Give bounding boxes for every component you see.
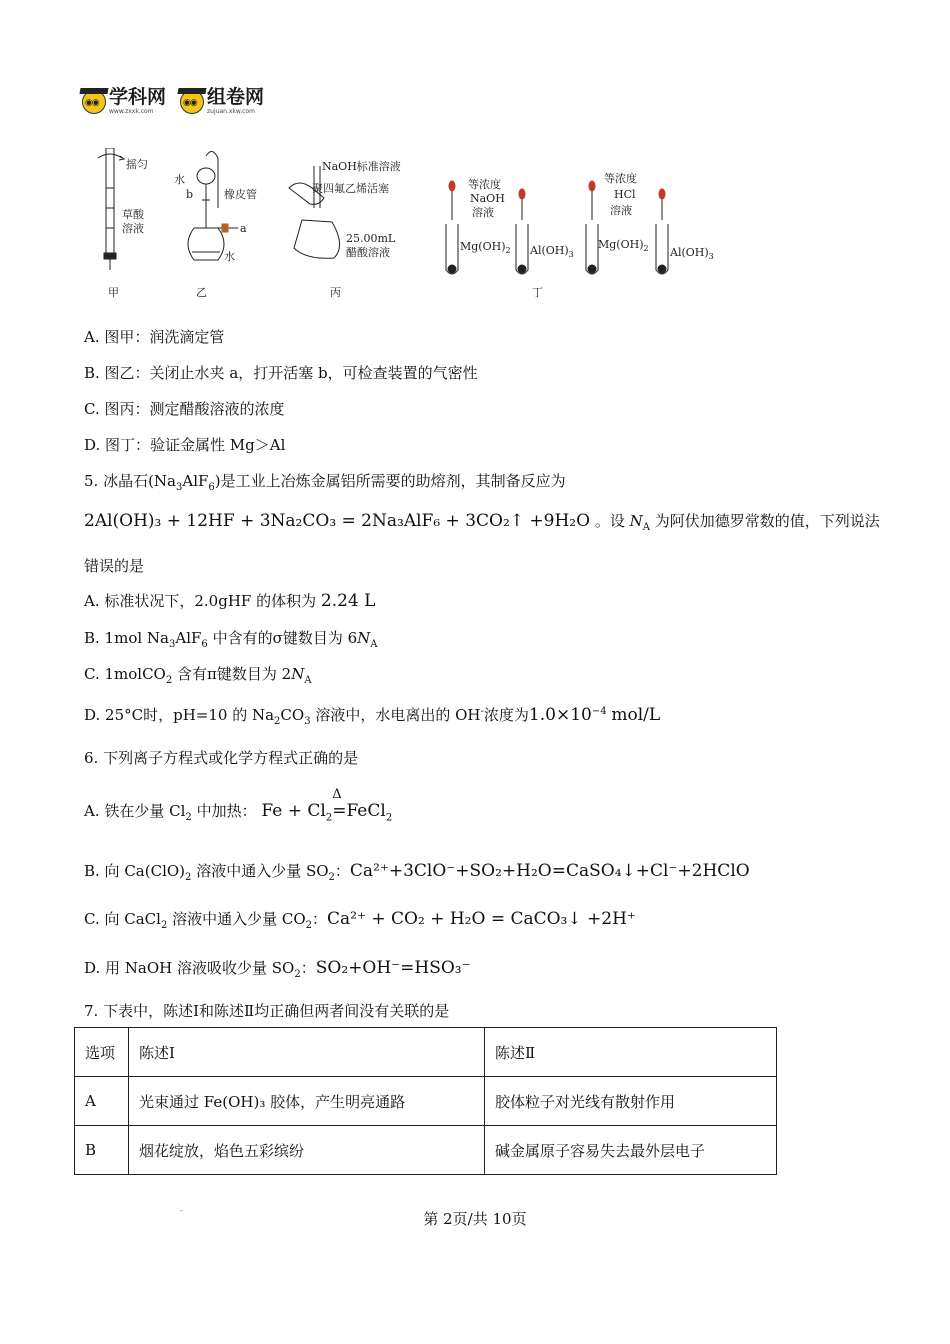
q4-option-a[interactable]: A. 图甲：润洗滴定管 [84,328,225,346]
table-cell-option: A [75,1077,129,1126]
logo-title: 学科网 [109,86,167,108]
table-header-row [75,1028,777,1077]
label-left-reagent-2: NaOH [470,192,505,205]
logo-url: zujuan.xkw.com [207,108,255,115]
figure-yi [174,151,257,299]
caption-bing: 丙 [330,286,341,299]
figure-ding [446,171,714,299]
label-oxalic-2: 溶液 [122,222,144,235]
label-mgoh-right: $Mg(OH)_2$ [598,238,649,253]
caption-jia: 甲 [108,286,119,299]
label-right-reagent-3: 溶液 [610,204,632,217]
q5-option-b[interactable]: B. 1mol $Na_3AlF_6$ 中含有的σ键数目为 $6N_A$ [84,629,378,650]
table-row[interactable] [75,1126,777,1175]
header-logos [82,88,264,115]
q7-table [74,1027,777,1175]
table-cell-s2: 碱金属原子容易失去最外层电子 [485,1126,777,1175]
q4-option-c[interactable]: C. 图丙：测定醋酸溶液的浓度 [84,400,285,418]
logo-zujuanwang[interactable] [180,88,264,115]
table-header-cell: 选项 [75,1028,129,1077]
table-cell-s2: 胶体粒子对光线有散射作用 [485,1077,777,1126]
label-mgoh-left: $Mg(OH)_2$ [460,240,511,255]
label-volume: 25.00mL [346,232,396,245]
q6-option-d[interactable]: D. 用 NaOH 溶液吸收少量 $SO_2$：SO₂+OH⁻=HSO₃⁻ [84,958,471,980]
label-shake: 摇匀 [126,158,148,171]
caption-yi: 乙 [196,286,207,299]
label-rubber-tube: 橡皮管 [224,188,257,201]
page-number: 第 2页/共 10页 [423,1210,527,1228]
logo-xuekewang[interactable] [82,88,166,115]
label-aloh-left: $Al(OH)_3$ [530,244,574,259]
label-left-reagent-3: 溶液 [472,206,494,219]
q4-figure [84,148,734,308]
label-a: a [240,222,247,235]
q6-option-c[interactable]: C. 向 CaCl$_2$ 溶液中通入少量 $CO_2$：Ca²⁺ + CO₂ + H₂O = CaCO₃↓ +2H⁺ [84,909,636,931]
table-cell-option: B [75,1126,129,1175]
q5-equation-line: 2Al(OH)₃ + 12HF + 3Na₂CO₃ = 2Na₃AlF₆ + 3CO₂↑ +9H₂O 。设 $N_A$ 为阿伏加德罗常数的值，下列说法 [84,511,880,533]
label-right-reagent-1: 等浓度 [604,172,637,185]
table-row[interactable] [75,1077,777,1126]
figure-bing [289,159,401,299]
q5-stem: 5. 冰晶石$(Na_3AlF_6)$是工业上冶炼金属铝所需要的助熔剂，其制备反应为 [84,472,566,493]
label-b: b [186,188,194,201]
label-left-reagent-1: 等浓度 [468,178,501,191]
figure-jia [98,148,148,299]
label-water: 水 [224,250,235,263]
table-cell-s1: 烟花绽放，焰色五彩缤纷 [129,1126,485,1175]
q5-option-a[interactable]: A. 标准状况下，2.0gHF 的体积为 2.24 L [84,591,376,611]
q5-equation: 2Al(OH)₃ + 12HF + 3Na₂CO₃ = 2Na₃AlF₆ + 3CO₂↑ +9H₂O [84,511,591,531]
footer-mark: - [180,1206,183,1215]
q5-option-d[interactable]: D. 25°C时，pH=10 的 $Na_2CO_3$ 溶液中，水电离出的 OH-浓度为$1.0\times 10^{-4}$ mol/L [84,705,661,727]
table-cell-s1: 光束通过 Fe(OH)₃ 胶体，产生明亮通路 [129,1077,485,1126]
table-header-cell: 陈述Ⅰ [129,1028,485,1077]
q7-stem: 7. 下表中，陈述Ⅰ和陈述Ⅱ均正确但两者间没有关联的是 [84,1002,450,1020]
logo-url: www.zxxk.com [109,108,154,115]
q4-option-d[interactable]: D. 图丁：验证金属性 Mg＞Al [84,436,286,454]
label-right-reagent-2: HCl [614,188,636,201]
table-header-cell: 陈述Ⅱ [485,1028,777,1077]
logo-title: 组卷网 [207,86,265,108]
q5-option-c[interactable]: C. 1molCO$_2$ 含有π键数目为 $2N_A$ [84,665,312,686]
q6-option-b[interactable]: B. 向 $Ca(ClO)_2$ 溶液中通入少量 $SO_2$：Ca²⁺+3ClO⁻+SO₂+H₂O=CaSO₄↓+Cl⁻+2HClO [84,861,750,883]
label-ptfe: 聚四氟乙烯活塞 [312,182,389,195]
q6-stem: 6. 下列离子方程式或化学方程式正确的是 [84,749,359,767]
mascot-icon [180,90,204,114]
q6-option-a[interactable]: A. 铁在少量 $Cl_2$ 中加热： $Fe + Cl_2$ Δ =FeCl$_2$ [84,787,393,824]
q4-option-b[interactable]: B. 图乙：关闭止水夹 a，打开活塞 b，可检查装置的气密性 [84,364,478,382]
mascot-icon [82,90,106,114]
q5-stem-end: 错误的是 [84,557,145,575]
label-acetic: 醋酸溶液 [346,246,390,259]
caption-ding: 丁 [532,286,543,299]
label-water-top: 水 [174,173,185,186]
label-naoh-std: NaOH标准溶液 [322,160,401,173]
label-aloh-right: $Al(OH)_3$ [670,246,714,261]
label-oxalic-1: 草酸 [122,208,144,221]
